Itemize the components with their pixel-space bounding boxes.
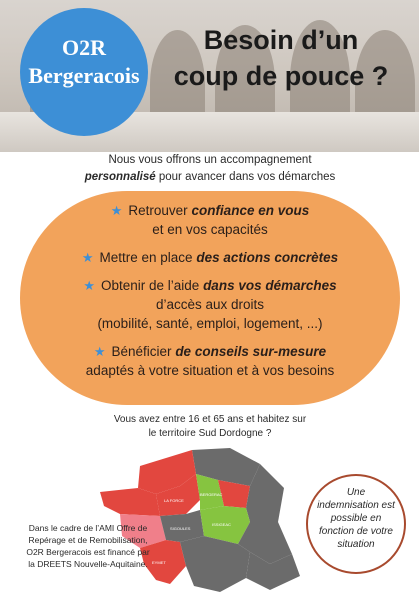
- headline-line-1: Besoin d’un: [203, 25, 359, 55]
- map-label-issigeac: ISSIGEAC: [212, 522, 231, 527]
- logo: [20, 34, 148, 90]
- benefit-item: ★ Retrouver confiance en vous et en vos capacités: [110, 203, 310, 237]
- map-label-eymet: EYMET: [152, 560, 166, 565]
- map-label-la-force: LA FORCE: [164, 498, 184, 503]
- headline: [150, 22, 412, 94]
- eligibility-question: [100, 413, 320, 441]
- star-icon: ★: [110, 203, 123, 218]
- question-line-1: Vous avez entre 16 et 65 ans et habitez sur: [113, 414, 307, 425]
- question-line-2: le territoire Sud Dordogne ?: [148, 428, 272, 439]
- star-icon: ★: [81, 250, 94, 265]
- benefit-item: ★ Obtenir de l’aide dans vos démarches d’accès aux droits (mobilité, santé, emploi, logement, ...): [83, 278, 337, 331]
- intro-line-1: Nous vous offrons un accompagnement: [108, 154, 312, 166]
- map-label-bergerac: BERGERAC: [200, 492, 223, 497]
- star-icon: ★: [83, 278, 95, 293]
- map-label-sigoules: SIGOULES: [170, 526, 191, 531]
- benefit-item: ★ Mettre en place des actions concrètes: [81, 250, 339, 265]
- benefits-list: [38, 201, 382, 389]
- funding-notice: Dans le cadre de l’AMI Offre de Repérage et de Remobilisation, O2R Bergeracois est financé par la DREETS Nouvelle-Aquitaine.: [26, 523, 150, 569]
- logo-line-2: Bergeracois: [28, 63, 140, 88]
- star-icon: ★: [93, 344, 106, 359]
- benefit-item: ★ Bénéficier de conseils sur-mesure adaptés à votre situation et à vos besoins: [85, 344, 335, 378]
- headline-line-2: coup de pouce ?: [173, 61, 389, 91]
- compensation-note: Une indemnisation est possible en fonction de votre situation: [317, 487, 395, 550]
- intro-line-2: personnalisé pour avancer dans vos démarches: [84, 171, 336, 183]
- logo-line-1: O2R: [62, 35, 106, 60]
- territory-map: [100, 444, 300, 594]
- intro-text: [40, 152, 380, 186]
